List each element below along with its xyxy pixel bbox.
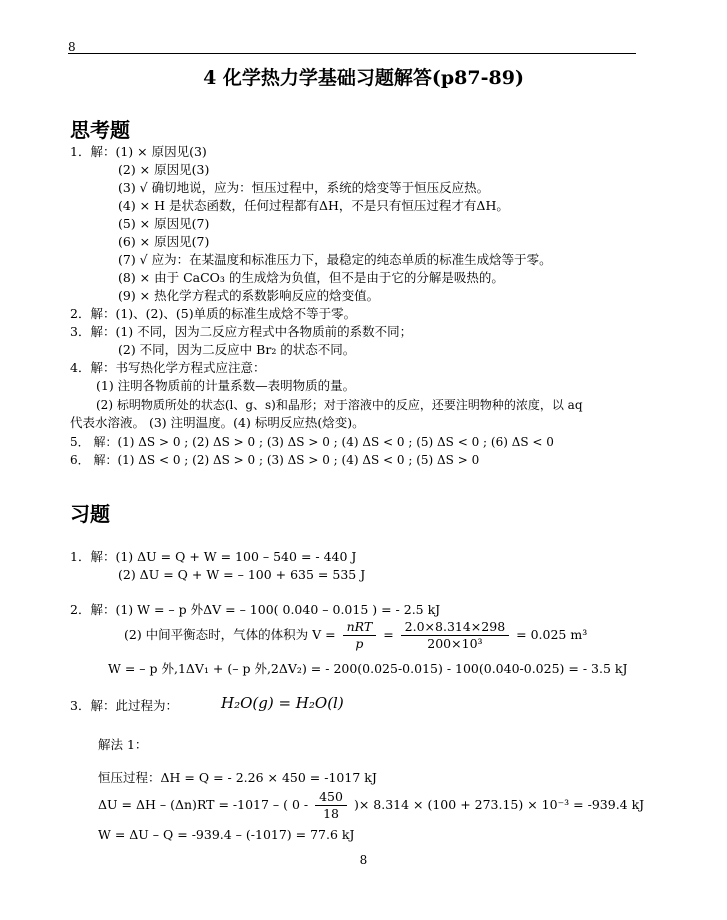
exercise-3-label: 3．解：此过程为：: [70, 698, 178, 713]
fraction-nrt-over-p: [343, 619, 377, 652]
thinking-line: 代表水溶液。 (3) 注明温度。(4) 标明反应热(焓变)。: [70, 415, 365, 430]
thinking-line: (2) 标明物质所处的状态(l、g、s)和晶形；对于溶液中的反应，还要注明物种的浓度，以 aq: [96, 398, 583, 412]
exercise-1-line-2: (2) ΔU = Q + W = – 100 + 635 = 535 J: [118, 567, 366, 582]
equals-sign: =: [383, 627, 394, 642]
exercise-2-line-1: 2．解：(1) W = – p 外ΔV = – 100( 0.040 – 0.015 ) = - 2.5 kJ: [70, 602, 441, 617]
thinking-line: 2．解：(1)、(2)、(5)单质的标准生成焓不等于零。: [70, 306, 357, 321]
fraction-numerator: nRT: [343, 619, 377, 636]
exercise-2-volume-formula: [124, 618, 587, 652]
thinking-line: (8) × 由于 CaCO₃ 的生成焓为负值，但不是由于它的分解是吸热的。: [118, 270, 504, 285]
fraction-numerator: 2.0×8.314×298: [401, 619, 509, 636]
fraction-numeric: [401, 619, 509, 652]
section-heading-thinking: 思考题: [70, 118, 130, 142]
exercise-1-line-1: 1．解：(1) ΔU = Q + W = 100 – 540 = - 440 J: [70, 549, 357, 564]
fraction-denominator: 18: [323, 806, 339, 821]
thinking-line: (5) × 原因见(7): [118, 216, 210, 231]
footer-page-number: 8: [359, 853, 368, 867]
volume-result: = 0.025 m³: [516, 627, 588, 642]
thinking-line: (1) 注明各物质前的计量系数—表明物质的量。: [96, 378, 356, 393]
thinking-line: (9) × 热化学方程式的系数影响反应的焓变值。: [118, 288, 380, 303]
volume-formula-prefix: (2) 中间平衡态时，气体的体积为 V =: [124, 627, 336, 642]
thinking-line: (3) √ 确切地说，应为：恒压过程中，系统的焓变等于恒压反应热。: [118, 180, 490, 195]
thinking-line: 4．解：书写热化学方程式应注意：: [70, 360, 266, 375]
exercise-3-line-2: [98, 788, 644, 822]
header-page-number: 8: [68, 40, 76, 54]
document-title: 4 化学热力学基础习题解答(p87-89): [203, 67, 524, 89]
thinking-line: (2) × 原因见(3): [118, 162, 210, 177]
line-2-prefix: ΔU = ΔH – (Δn)RT = -1017 – ( 0 -: [98, 797, 309, 812]
thinking-line: 6． 解：(1) ΔS < 0 ; (2) ΔS > 0 ; (3) ΔS > 0 ; (4) ΔS < 0 ; (5) ΔS > 0: [70, 453, 480, 467]
header-rule: [68, 53, 636, 54]
fraction-numerator: 450: [315, 789, 347, 806]
thinking-line: (4) × H 是状态函数，任何过程都有ΔH，不是只有恒压过程才有ΔH。: [118, 198, 509, 213]
thinking-line: (7) √ 应为：在某温度和标准压力下，最稳定的纯态单质的标准生成焓等于零。: [118, 252, 552, 267]
section-heading-exercises: 习题: [70, 502, 110, 526]
fraction-denominator: p: [355, 636, 364, 651]
fraction-denominator: 200×10³: [427, 636, 483, 651]
exercise-2-line-3: W = – p 外,1ΔV₁ + (– p 外,2ΔV₂) = - 200(0.025-0.015) - 100(0.040-0.025) = - 3.5 kJ: [108, 661, 628, 676]
exercise-3-method: 解法 1：: [98, 737, 148, 752]
thinking-line: 3．解：(1) 不同，因为二反应方程式中各物质前的系数不同；: [70, 324, 413, 339]
exercise-3-line-1: 恒压过程：ΔH = Q = - 2.26 × 450 = -1017 kJ: [98, 770, 377, 785]
exercise-3-equation: H₂O(g) = H₂O(l): [221, 694, 344, 712]
line-2-suffix: )× 8.314 × (100 + 273.15) × 10⁻³ = -939.4 kJ: [353, 797, 645, 812]
thinking-line: 1．解：(1) × 原因见(3): [70, 144, 207, 159]
thinking-line: (2) 不同，因为二反应中 Br₂ 的状态不同。: [118, 342, 356, 357]
thinking-line: 5． 解：(1) ΔS > 0 ; (2) ΔS > 0 ; (3) ΔS > 0 ; (4) ΔS < 0 ; (5) ΔS < 0 ; (6) ΔS < 0: [70, 435, 554, 449]
fraction-450-over-18: [315, 789, 347, 822]
exercise-3-line-3: W = ΔU – Q = -939.4 – (-1017) = 77.6 kJ: [98, 827, 355, 842]
thinking-line: (6) × 原因见(7): [118, 234, 210, 249]
